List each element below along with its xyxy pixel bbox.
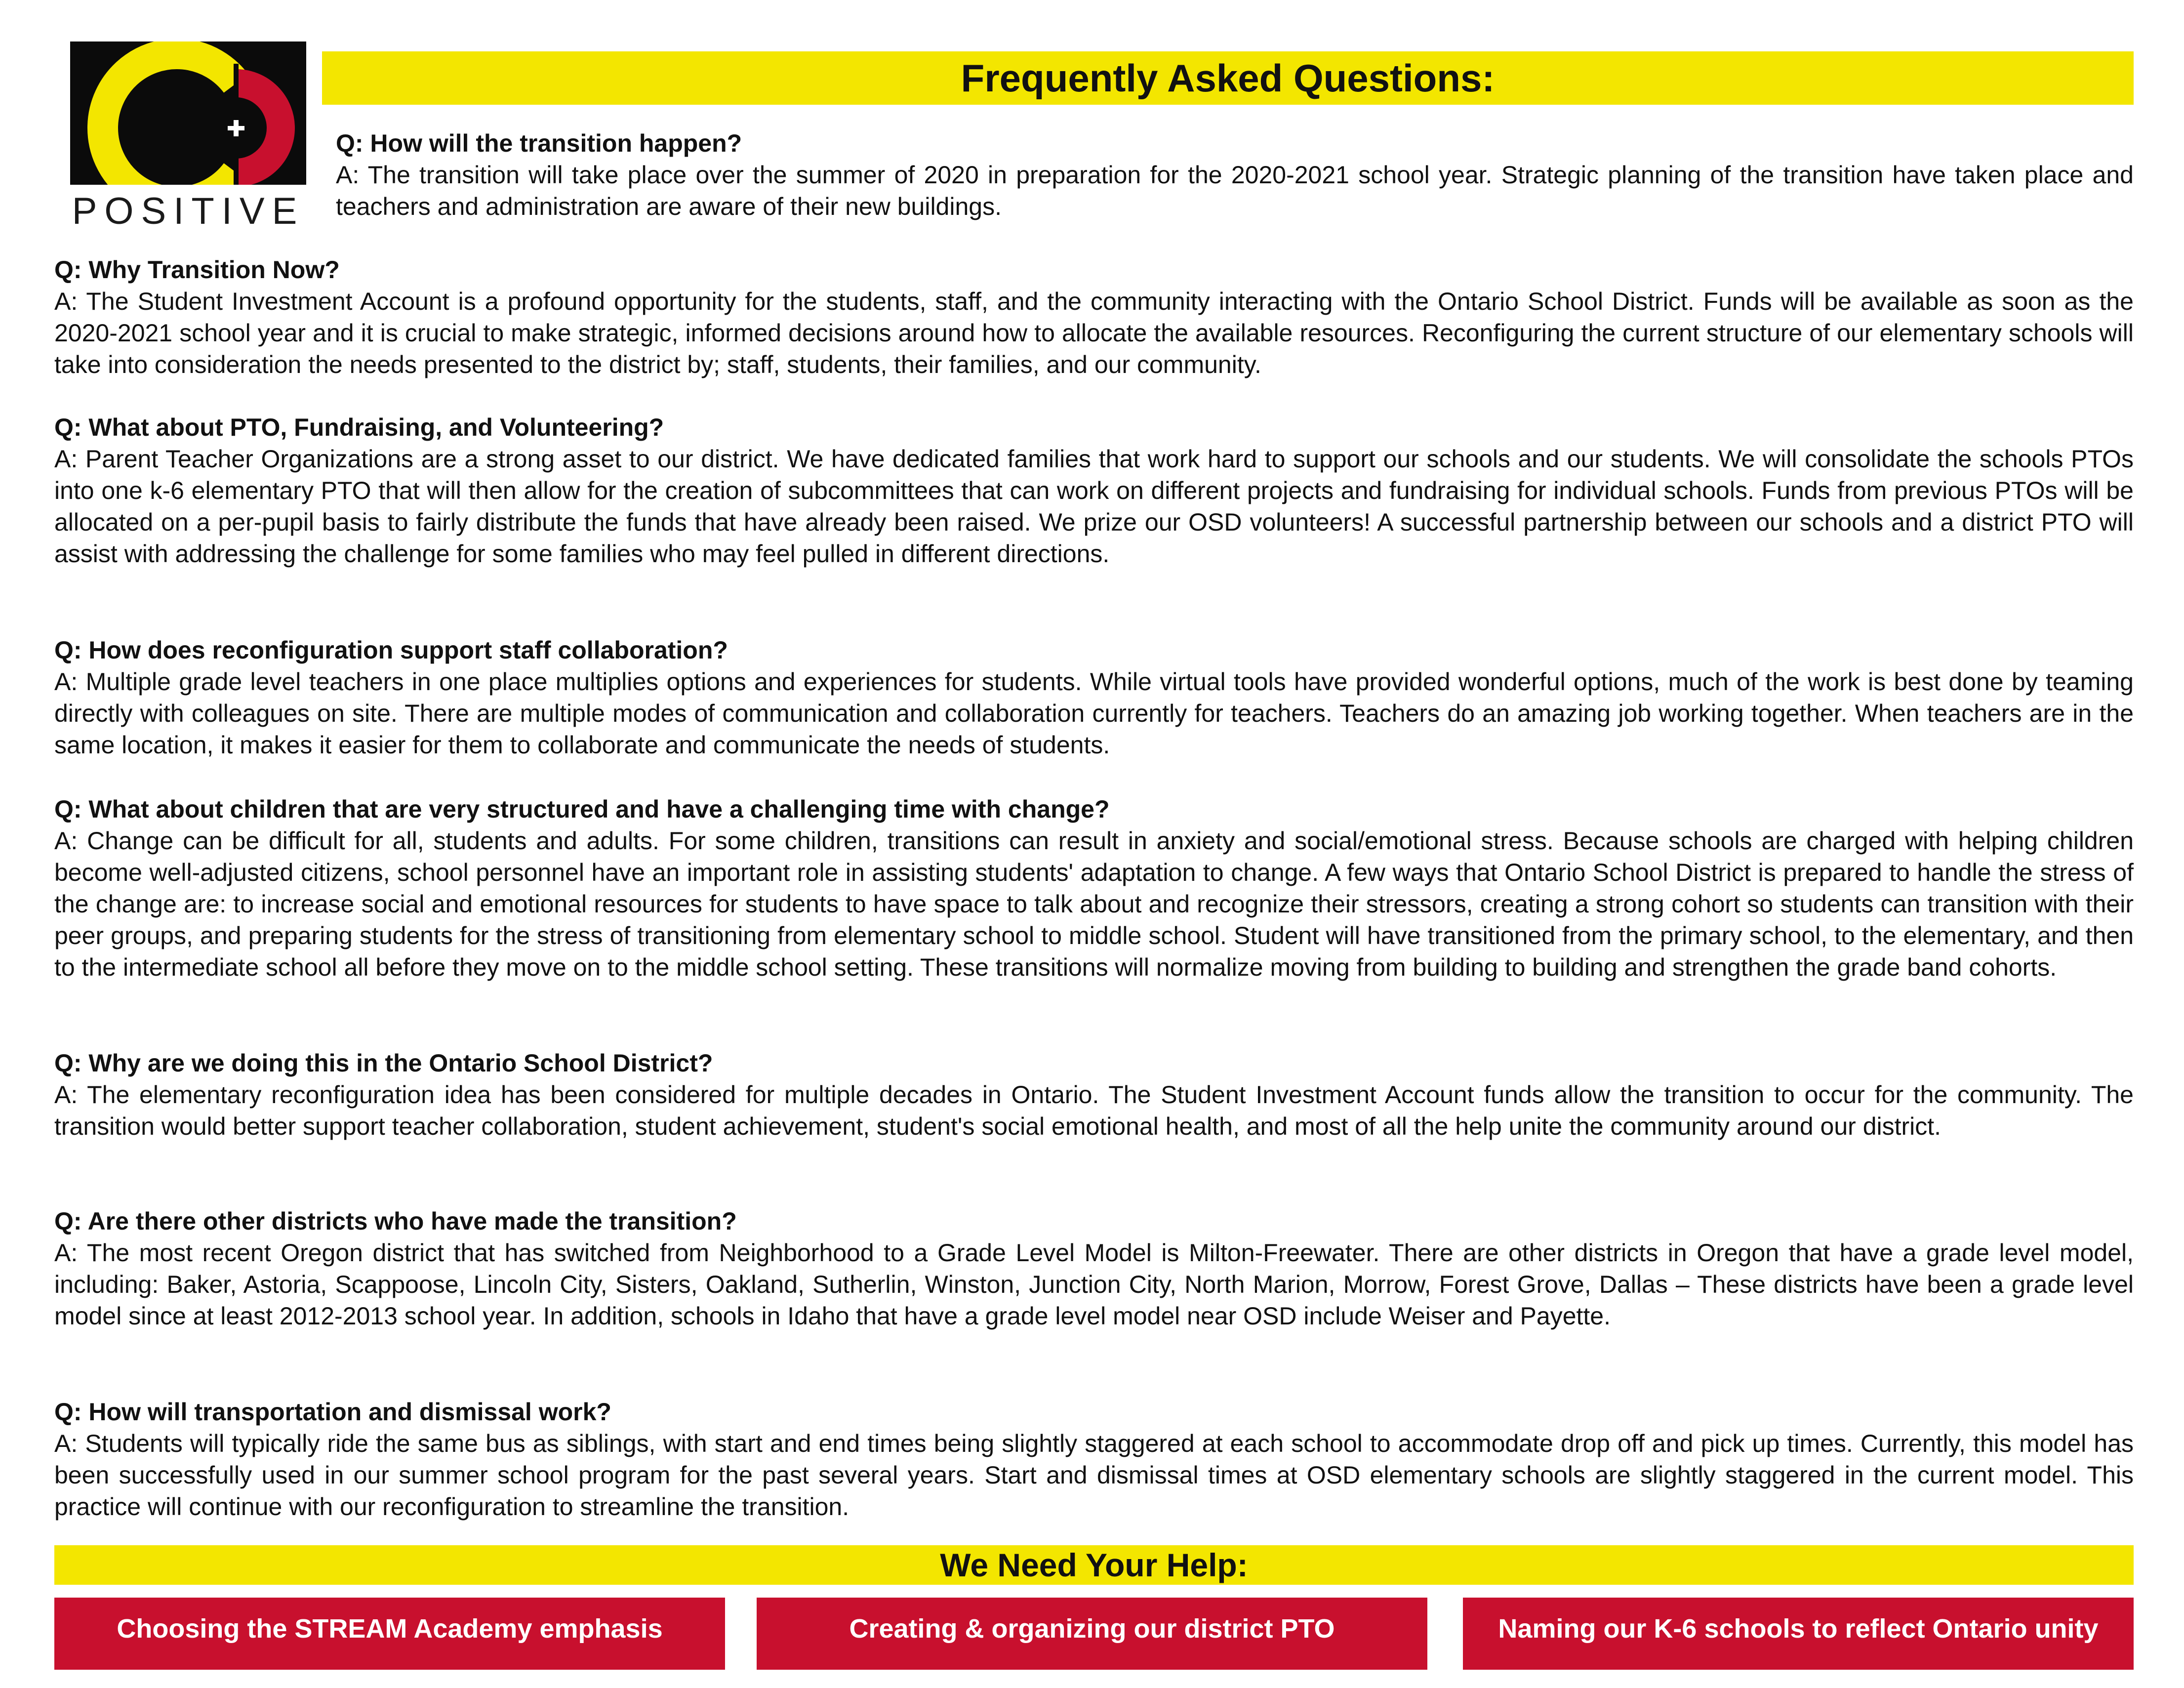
help-item-district-pto[interactable]: Creating & organizing our district PTO bbox=[757, 1598, 1427, 1670]
faq-answer: A: The elementary reconfiguration idea has been considered for multiple decades in Ontario. The Student Investment Account funds allow the transition to occur for the community. The transition would better support teacher collaboration, student achievement, student's social emotional health, and most of all the help unite the community around our district. bbox=[54, 1081, 2134, 1140]
faq-question: Q: How will the transition happen? bbox=[336, 129, 742, 157]
help-banner bbox=[54, 1545, 2134, 1585]
faq-question: Q: What about children that are very structured and have a challenging time with change? bbox=[54, 795, 1110, 823]
faq-question: Q: How will transportation and dismissal work? bbox=[54, 1398, 611, 1426]
faq-item bbox=[54, 634, 2134, 761]
faq-item bbox=[54, 1047, 2134, 1142]
help-title: We Need Your Help: bbox=[940, 1547, 1248, 1583]
faq-answer: A: Multiple grade level teachers in one place multiplies options and experiences for students. While virtual tools have provided wonderful options, much of the work is best done by teaming directly with colleagues on site. There are multiple modes of communication and collaboration currently for teachers. Teachers do an amazing job working together. When teachers are in the same location, it makes it easier for them to collaborate and communicate the needs of students. bbox=[54, 668, 2134, 759]
faq-answer: A: Parent Teacher Organizations are a strong asset to our district. We have dedicated families that work hard to support our schools and our students. We will consolidate the schools PTOs into one k-6 elementary PTO that will then allow for the creation of subcommittees that can work on different projects and fundraising for individual schools. Funds from previous PTOs will be allocated on a per-pupil basis to fairly distribute the funds that have already been raised. We prize our OSD volunteers! A successful partnership between our schools and a district PTO will assist with addressing the challenge for some families who may feel pulled in different directions. bbox=[54, 445, 2134, 568]
faq-question: Q: Are there other districts who have made the transition? bbox=[54, 1207, 737, 1235]
faq-item bbox=[54, 254, 2134, 380]
faq-answer: A: Change can be difficult for all, students and adults. For some children, transitions can result in anxiety and social/emotional stress. Because schools are charged with helping children become well-adjusted citizens, school personnel have an important role in assisting students' adaptation to change. A few ways that Ontario School District is prepared to handle the stress of the change are: to increase social and emotional resources for students to have space to talk about and recognize their stressors, creating a strong cohort so students can transition with their peer groups, and preparing students for the stress of transitioning from elementary school to middle school. Student will have transitioned from the primary school, to the elementary, and then to the intermediate school all before they move on to the middle school setting. These transitions will normalize moving from building to building and strengthen the grade band cohorts. bbox=[54, 827, 2134, 981]
faq-item bbox=[336, 127, 2134, 222]
faq-answer: A: The transition will take place over the summer of 2020 in preparation for the 2020-2021 school year. Strategic planning of the transition have taken place and teachers and administration are aware of their new buildings. bbox=[336, 161, 2134, 220]
logo-mark bbox=[70, 41, 306, 185]
help-item-naming-schools[interactable]: Naming our K-6 schools to reflect Ontario unity bbox=[1463, 1598, 2134, 1670]
positive-logo bbox=[70, 41, 306, 232]
faq-item bbox=[54, 793, 2134, 983]
logo-circle-icon bbox=[70, 41, 306, 185]
faq-question: Q: Why are we doing this in the Ontario School District? bbox=[54, 1049, 713, 1077]
faq-item bbox=[54, 1205, 2134, 1332]
faq-answer: A: The most recent Oregon district that has switched from Neighborhood to a Grade Level Model is Milton-Freewater. There are other districts in Oregon that have a grade level model, including: Baker, Astoria, Scappoose, Lincoln City, Sisters, Oakland, Sutherlin, Winston, Junction City, North Marion, Morrow, Forest Grove, Dallas – These districts have been a grade level model since at least 2012-2013 school year. In addition, schools in Idaho that have a grade level model near OSD include Weiser and Payette. bbox=[54, 1239, 2134, 1330]
faq-item bbox=[54, 412, 2134, 570]
logo-wordmark: POSITIVE bbox=[72, 190, 305, 232]
title-banner bbox=[322, 51, 2134, 105]
faq-question: Q: How does reconfiguration support staff collaboration? bbox=[54, 636, 728, 664]
faq-answer: A: The Student Investment Account is a profound opportunity for the students, staff, and the community interacting with the Ontario School District. Funds will be available as soon as the 2020-2021 school year and it is crucial to make strategic, informed decisions around how to allocate the available resources. Reconfiguring the current structure of our elementary schools will take into consideration the needs presented to the district by; staff, students, their families, and our community. bbox=[54, 288, 2134, 378]
faq-question: Q: Why Transition Now? bbox=[54, 256, 340, 284]
faq-question: Q: What about PTO, Fundraising, and Volunteering? bbox=[54, 413, 664, 441]
faq-answer: A: Students will typically ride the same bus as siblings, with start and end times being slightly staggered at each school to accommodate drop off and pick up times. Currently, this model has been successfully used in our summer school program for the past several years. Start and dismissal times at OSD elementary schools are slightly staggered in the current model. This practice will continue with our reconfiguration to streamline the transition. bbox=[54, 1430, 2134, 1521]
help-item-stream-academy[interactable]: Choosing the STREAM Academy emphasis bbox=[54, 1598, 725, 1670]
faq-item bbox=[54, 1396, 2134, 1523]
page-title: Frequently Asked Questions: bbox=[961, 56, 1495, 100]
